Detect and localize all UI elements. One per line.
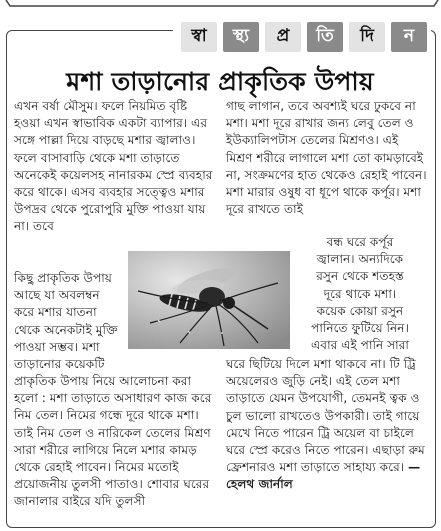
header-badge: প্র <box>265 22 301 52</box>
left-wrap-line: কিছু প্রাকৃতিক উপায় <box>14 271 112 285</box>
right-bottom-text <box>226 356 428 494</box>
header-badge: দি <box>349 22 385 52</box>
right-wrap-line: জ্বালান। অন্যদিকে <box>316 252 404 267</box>
header-badge: স্থ্য <box>223 22 259 52</box>
article-title: মশা তাড়ানোর প্রাকৃতিক উপায় <box>66 67 374 96</box>
left-wrap-line: আছে যা অবলম্বন <box>14 288 100 303</box>
left-wrap-line: তাড়ানোর কয়েকটি <box>14 357 105 372</box>
right-wrap-line: কয়েক কোয়া রসুন <box>316 303 404 318</box>
left-paragraph-top: এখন বর্ষা মৌসুম। ফলে নিয়মিত বৃষ্টি হওয়া এখন স্বাভাবিক একটা ব্যাপার। এর সঙ্গে পাল্লা দিয়ে বাড়ছে মশার জ্বালাও। ফলে বাসাবাড়ি থেকে মশা তাড়াতে অনেকেই কয়েলসহ নানারকম স্প্রে ব্যবহার করে থাকে। এসব ব্যবহার সত্ত্বেও মশার উপদ্রব থেকে পুরোপুরি মুক্তি পাওয়া যায় না। তবে <box>14 99 213 234</box>
header-badge: তি <box>307 22 343 52</box>
left-wrap-line: থেকে অনেকটাই মুক্তি <box>14 322 118 337</box>
left-column-text <box>14 98 214 236</box>
right-paragraph-bottom <box>226 356 428 494</box>
article-credit: —হেলথ জার্নাল <box>226 460 421 492</box>
header-badge: ন <box>391 22 427 52</box>
right-wrap-line: বন্ধ ঘরে কর্পূর <box>326 235 394 249</box>
right-wrap-line: পানিতে ফুটিয়ে নিন। <box>311 321 409 336</box>
header-badge: স্বা <box>181 22 217 52</box>
left-wrap-text <box>14 270 128 373</box>
section-header-badges <box>173 22 431 54</box>
mosquito-icon <box>128 251 290 349</box>
right-wrap-line: এবার এই পানি সারা <box>311 338 409 353</box>
right-wrap-line: রসুন থেকে শতহস্ত <box>316 269 404 284</box>
left-paragraph-bottom: প্রাকৃতিক উপায় নিয়ে আলোচনা করা হলো : মশা তাড়াতে অসাধারণ কাজ করে নিম তেল। নিমের গন্ধে দূরে থাকে মশা। তাই নিম তেল ও নারিকেল তেলের মিশ্রণ সারা শরীরে লাগিয়ে নিলে মশার কামড় থেকে রেহাই পাবেন। নিমের মতোই প্রয়োজনীয় তুলসী পাতাও। শোবার ঘরের জানালার বাইরে যদি তুলসী <box>14 374 212 509</box>
right-wrap-line: দূরে থাকে মশা। <box>323 286 397 301</box>
right-wrap-text <box>292 234 428 354</box>
right-paragraph-top: গাছ লাগান, তবে অবশ্যই ঘরে ঢুকবে না মশা। মশা দূরে রাখার জন্য লেবু তেল ও ইউক্যালিপটাস তেলের মিশ্রণও। এই মিশ্রণ শরীরে লাগালে মশা তো কামড়াবেই না, সংক্রমণের হাত থেকেও রেহাই পাবেন। মশা মারার ওষুধ বা ধূপে থাকে কর্পূর। মশা দূরে রাখতে তাই <box>226 99 427 217</box>
left-wrap-line: করে মশার যাতনা <box>14 305 97 320</box>
left-bottom-text <box>14 373 214 511</box>
right-column-text <box>226 98 428 218</box>
top-border-fragment <box>0 0 441 10</box>
right-bottom-body: ঘরে ছিটিয়ে দিলে মশা থাকবে না। টি ট্রি অয়েলেরও জুড়ি নেই। এই তেল মশা তাড়াতে যেমন উপযোগী, তেমনই ত্বক ও চুল ভালো রাখতেও উপকারী। তাই গায়ে মেখে নিতে পারেন ট্রি অয়েল বা চাইলে ঘরে স্প্রে করেও নিতে পারেন। এছাড়া রুম ফ্রেশনারও মশা তাড়াতে সাহায্য করে। <box>226 357 425 475</box>
left-wrap-line: পাওয়া সম্ভব। মশা <box>14 339 100 354</box>
mosquito-photo <box>128 251 290 349</box>
